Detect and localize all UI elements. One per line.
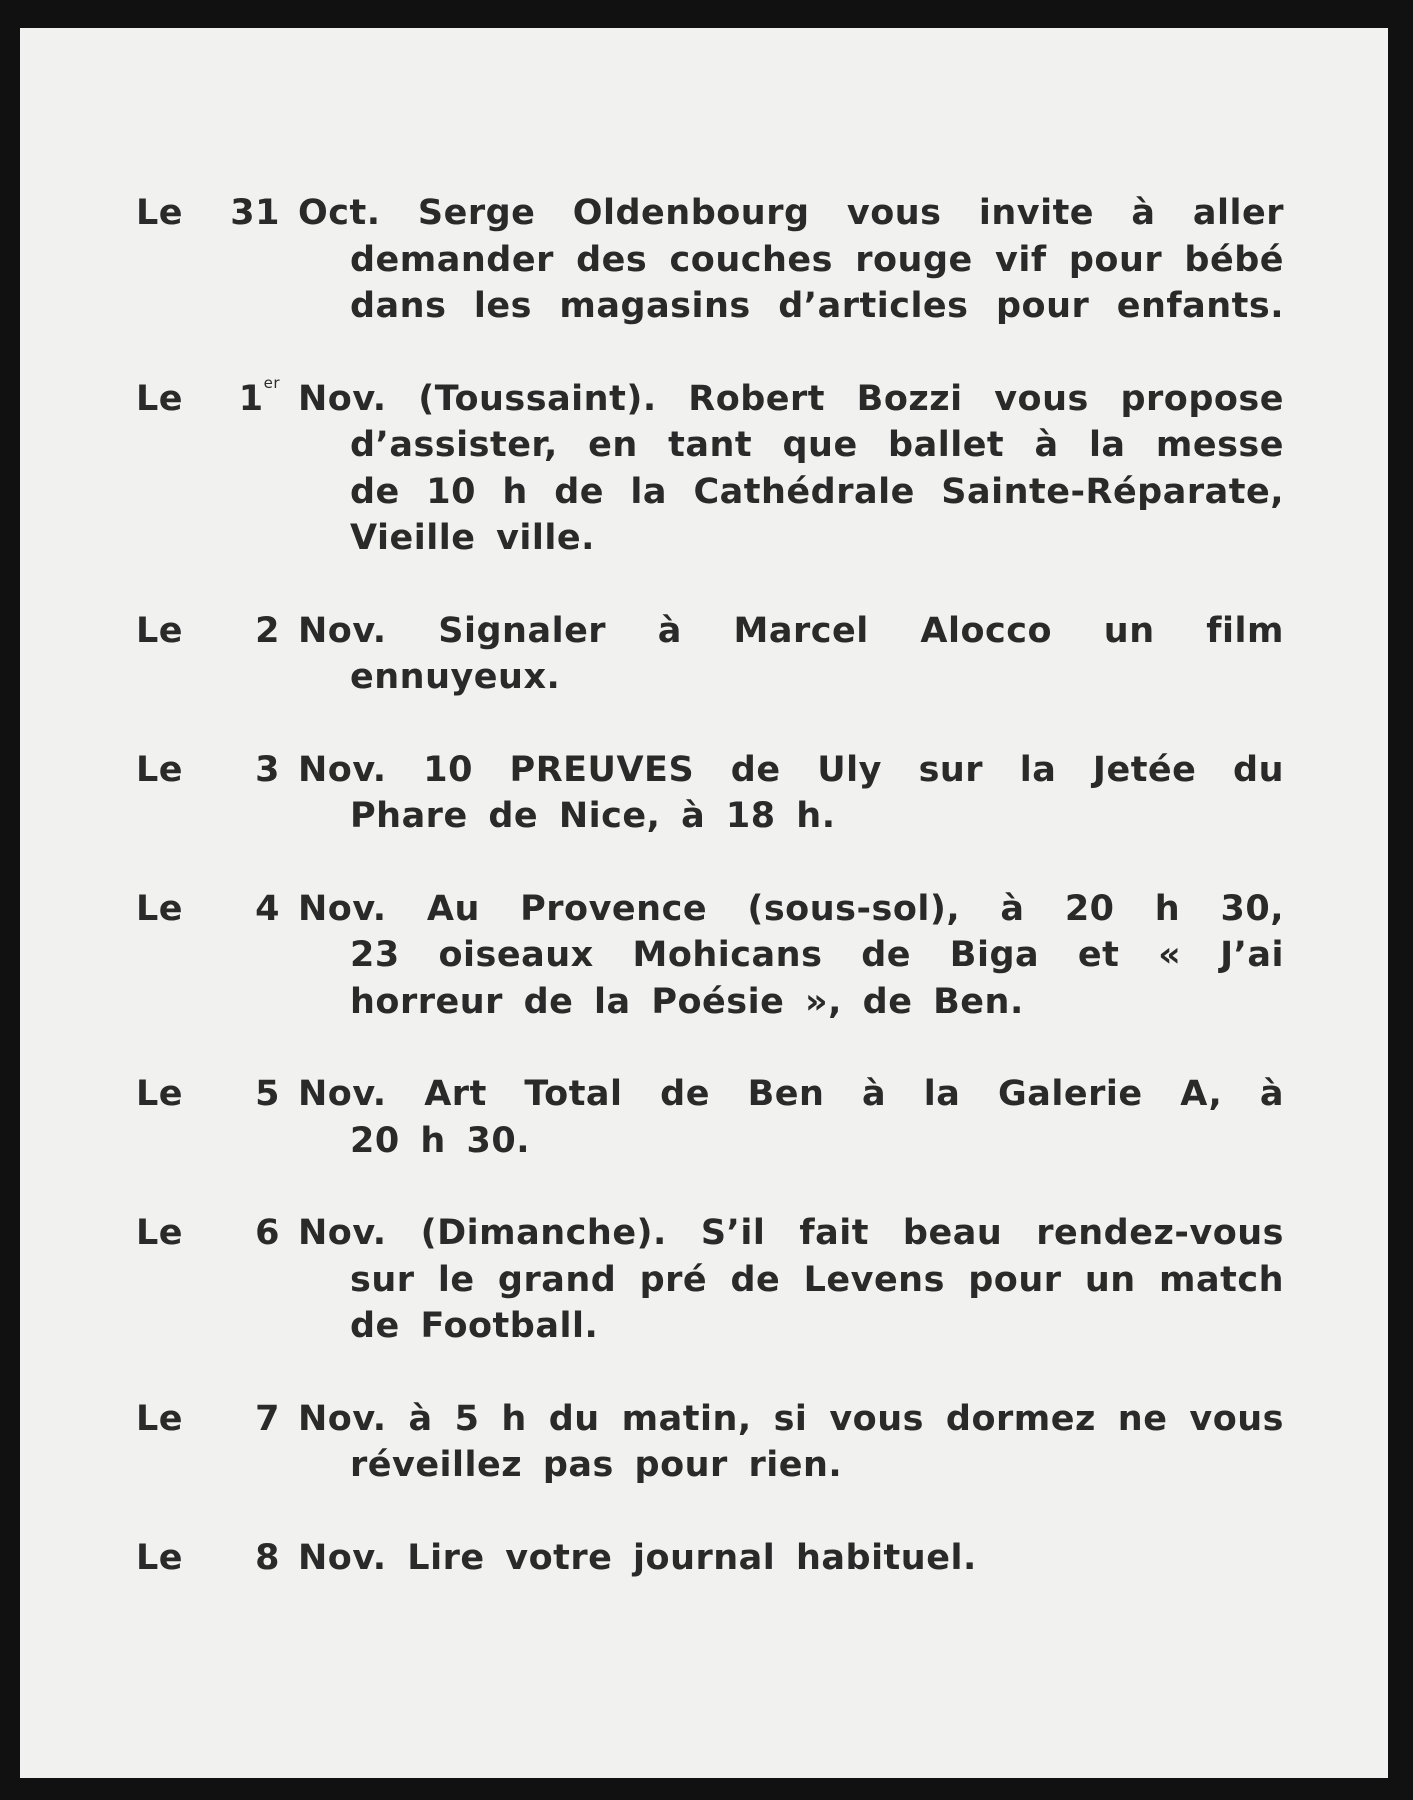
event-entry	[136, 373, 1284, 562]
entry-text-line: ennuyeux.	[350, 657, 561, 697]
entry-day	[224, 1210, 280, 1257]
entry-text-line: horreur de la Poésie », de Ben.	[350, 981, 1024, 1022]
entry-text-line: demander des couches rouge vif pour bébé	[350, 239, 1284, 280]
entry-day	[224, 190, 280, 237]
entry-text-first: Nov. Signaler à Marcel Alocco un film	[298, 610, 1284, 651]
entry-text-line: de 10 h de la Cathédrale Sainte-Réparate,	[350, 471, 1284, 512]
event-entry	[136, 1210, 1284, 1350]
entry-day	[224, 1071, 280, 1118]
entry-first-line	[136, 1210, 1284, 1257]
entry-day-number: 7	[255, 1398, 280, 1439]
document-page	[20, 28, 1388, 1778]
entry-le: Le	[136, 1398, 184, 1439]
event-entry	[136, 190, 1284, 330]
entry-text-line: dans les magasins d’articles pour enfants.	[350, 286, 1284, 326]
entry-day-number: 3	[255, 749, 280, 790]
event-entry	[136, 886, 1284, 1026]
entry-text-first: Nov. 10 PREUVES de Uly sur la Jetée du	[298, 749, 1284, 790]
entry-first-line	[136, 190, 1284, 237]
entry-day	[224, 608, 280, 655]
entry-text-line: 20 h 30.	[350, 1120, 530, 1161]
entry-day-number: 8	[255, 1537, 280, 1578]
entry-first-line	[136, 747, 1284, 794]
entry-first-line	[136, 1396, 1284, 1443]
entry-day-number: 5	[255, 1074, 280, 1114]
entry-text-line: d’assister, en tant que ballet à la messe	[350, 425, 1284, 465]
entry-text-first: Oct. Serge Oldenbourg vous invite à aller	[298, 193, 1284, 233]
event-entry	[136, 1535, 1284, 1582]
entry-text-line: Phare de Nice, à 18 h.	[350, 796, 836, 836]
entry-first-line	[136, 373, 1284, 423]
entry-le: Le	[136, 888, 184, 929]
entry-le: Le	[136, 193, 184, 233]
entry-day	[224, 373, 280, 423]
entry-le: Le	[136, 610, 184, 651]
entry-continuation	[350, 422, 1284, 562]
event-entry	[136, 1071, 1284, 1164]
entry-text-first: Nov. Au Provence (sous-sol), à 20 h 30,	[298, 888, 1284, 929]
event-entry	[136, 1396, 1284, 1489]
entry-text-first: Nov. (Dimanche). S’il fait beau rendez-vous	[298, 1213, 1284, 1253]
entry-text-first: Nov. à 5 h du matin, si vous dormez ne vous	[298, 1398, 1284, 1439]
entry-first-line	[136, 886, 1284, 933]
entry-text-line: de Football.	[350, 1306, 599, 1346]
entry-first-line	[136, 1071, 1284, 1118]
entry-continuation	[350, 793, 1284, 840]
entry-continuation	[350, 932, 1284, 1025]
entry-text-first: Nov. Lire votre journal habituel.	[298, 1537, 977, 1578]
entry-continuation	[350, 1257, 1284, 1350]
event-list	[136, 190, 1284, 1581]
entry-text-first: Nov. (Toussaint). Robert Bozzi vous propose	[298, 378, 1284, 419]
entry-le: Le	[136, 378, 184, 419]
entry-text-first: Nov. Art Total de Ben à la Galerie A, à	[298, 1074, 1284, 1114]
event-entry	[136, 608, 1284, 701]
entry-continuation	[350, 1118, 1284, 1165]
entry-day	[224, 1535, 280, 1582]
entry-day-number: 6	[255, 1213, 280, 1253]
entry-day	[224, 1396, 280, 1443]
entry-day-ordinal: er	[263, 373, 280, 392]
entry-day-number: 1	[238, 378, 264, 419]
entry-text-line: 23 oiseaux Mohicans de Biga et « J’ai	[350, 935, 1284, 975]
entry-le: Le	[136, 1213, 184, 1253]
entry-le: Le	[136, 1074, 184, 1114]
entry-continuation	[350, 237, 1284, 330]
entry-day-number: 2	[255, 610, 280, 651]
entry-continuation	[350, 1442, 1284, 1489]
entry-text-line: Vieille ville.	[350, 518, 595, 558]
entry-day	[224, 886, 280, 933]
entry-first-line	[136, 608, 1284, 655]
entry-le: Le	[136, 749, 184, 790]
entry-day-number: 31	[230, 193, 280, 233]
entry-continuation	[350, 654, 1284, 701]
event-entry	[136, 747, 1284, 840]
entry-text-line: réveillez pas pour rien.	[350, 1445, 843, 1485]
entry-text-line: sur le grand pré de Levens pour un match	[350, 1259, 1284, 1300]
entry-first-line	[136, 1535, 1284, 1582]
entry-le: Le	[136, 1537, 184, 1578]
entry-day	[224, 747, 280, 794]
entry-day-number: 4	[255, 888, 280, 929]
